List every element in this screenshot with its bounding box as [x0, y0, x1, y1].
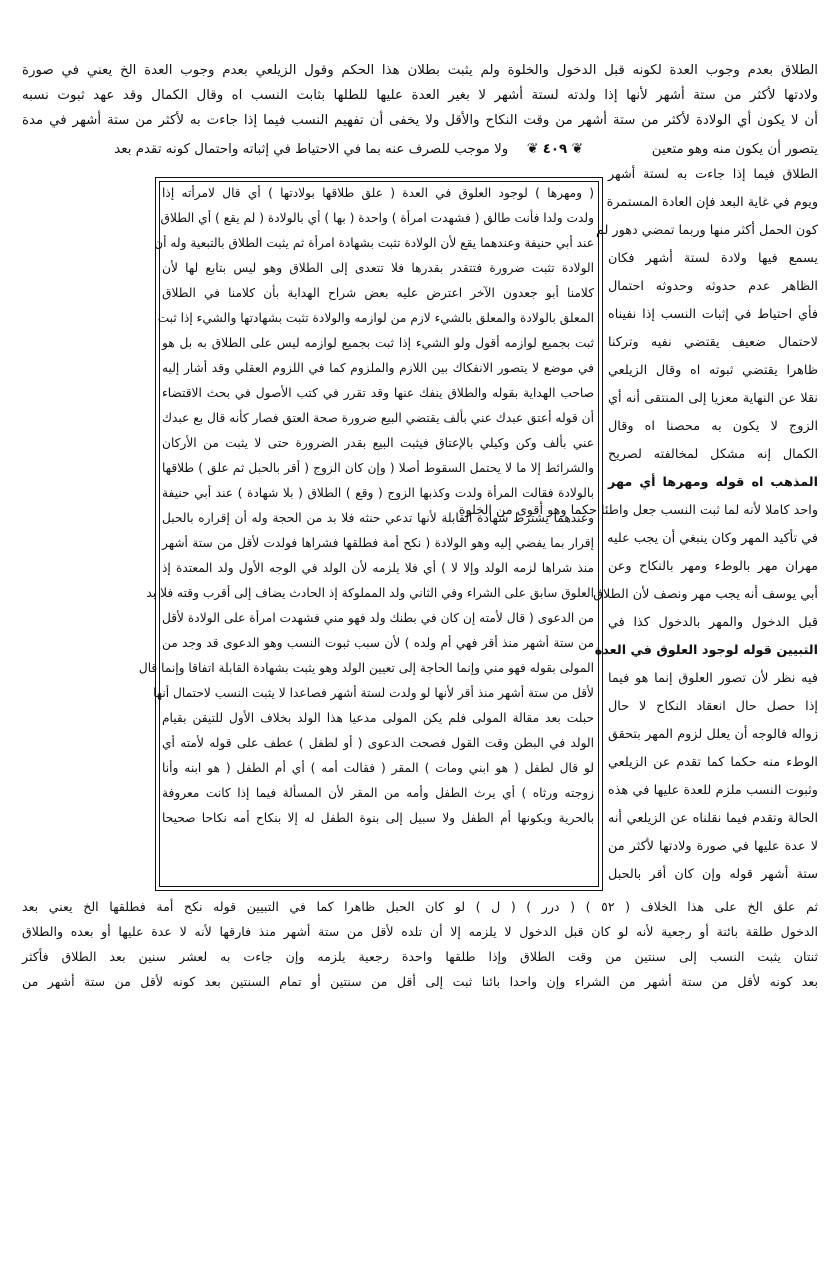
- margin-line: فيه نظر لأن تصور العلوق إنما هو فيما: [608, 671, 818, 686]
- box-line: الولادة تثبت ضرورة فتتقدر بقدرها فلا تتعدى إلى الطلاق وهو ليس بتابع لها لأن: [162, 261, 594, 275]
- box-line: ( ومهرها ) لوجود العلوق في العدة ( علق طلاقها بولادتها ) أي قال لامرأته إذا: [162, 186, 594, 200]
- box-line: حبلت بعد مقالة المولى فلم يكن المولى مدعيا هذا الولد بخلاف الأول للتيقن بقيام: [162, 711, 594, 725]
- margin-line: لا عدة عليها في صورة ولادتها لأكثر من: [608, 839, 818, 854]
- bottom-line: الدخول طلقة بائنة أو رجعية لأنه لو كان قبل الدخول لا يلزمه إلا أن تلده لأقل من ستة أشهر منذ فارقها لأنه لا عدة عليها أو بعده والطلاق: [22, 924, 818, 939]
- ornament-right-icon: ❦: [526, 141, 539, 157]
- box-line: إقرار بما يفضي إليه وهو الولادة ( نكح أمة فطلقها فشراها فولدت لأقل من ستة أشهر: [162, 536, 594, 550]
- box-line: في موضع لا يتصور الانفكاك بين اللازم والملزوم كما في اللزوم العقلي وقد أشار إليه: [162, 361, 594, 375]
- box-line: العلوق سابق على الشراء وفي الثاني ولد المملوكة إذ الحادث يضاف إلى أقرب وقته فلا بد: [146, 586, 594, 600]
- margin-line: ظاهرا يقتضي ثبوته اه وقال الزيلعي: [608, 363, 818, 378]
- box-line: بالولادة فقالت المرأة ولدت وكذبها الزوج ( وقع ) الطلاق ( بلا شهادة ) عند أبي حنيفة: [162, 486, 594, 500]
- margin-line: الكمال إنه مشكل لمخالفته لصريح: [608, 447, 818, 462]
- margin-line: ويوم في غاية البعد فإن العادة المستمرة: [606, 195, 818, 210]
- box-line: ولدت ولدا فأنت طالق ( فشهدت امرأة ) واحدة ( بها ) أي بالولادة ( لم يقع ) أي الطلاق: [160, 211, 594, 225]
- margin-line: إذا حصل حال انعقاد النكاح لا حال: [608, 699, 818, 714]
- header-text-start: يتصور أن يكون منه وهو متعين: [651, 142, 818, 157]
- box-line: والشرائط إلا ما لا يحتمل السقوط أصلا ( وإن كان الزوج ( أقر بالحبل ثم علق ) طلاقها: [162, 461, 594, 475]
- margin-line: لاحتمال ضعيف يقتضي نفيه وتركنا: [608, 335, 818, 350]
- margin-line: التبيين قوله لوجود العلوق في العدة: [594, 643, 818, 658]
- margin-line: في تأكيد المهر وكان ينبغي أن يجب عليه: [607, 531, 818, 546]
- margin-line: الزوج لا يكون به محصنا اه وقال: [608, 419, 818, 434]
- box-line: الولد في البطن وقت القول فصحت الدعوى ( أو لطفل ) عطف على قوله لأمته أي: [162, 736, 594, 750]
- box-line: صاحب الهداية بقوله والطلاق ينفك عنها وقد تقرر في كتب الأصول في بحث الاقتضاء: [162, 386, 594, 400]
- margin-line: المذهب اه قوله ومهرها أي مهر: [608, 475, 818, 490]
- margin-line: الحالة وتقدم فيما نقلناه عن الزيلعي أنه: [608, 811, 818, 826]
- margin-line: وثبوت النسب ملزم للعدة عليها في هذه: [608, 783, 818, 798]
- box-line: ثبت بجميع لوازمه أقول ولو الشيء إذا ثبت بجميع لوازمه ليس على الطلاق به بل هو: [162, 336, 594, 350]
- margin-line: كون الحمل أكثر منها وربما تمضي دهور لم: [595, 223, 818, 238]
- bottom-line: ثنتان يثبت النسب إلى سنتين من وقت الطلاق وإذا طلقها واحدة رجعية يلزمه وإن جاءت به لعشر سنين بعد الطلاق فأكثر: [22, 949, 818, 964]
- page-number: ٤٠٩: [542, 142, 568, 157]
- box-line: وعندهما يشترط شهادة القابلة لأنها تدعي حنثه فلا بد من الحجة وله أن إقراره بالحبل: [162, 511, 594, 525]
- top-line: الطلاق بعدم وجوب العدة لكونه قبل الدخول والخلوة ولم يثبت بطلان هذا الحكم وقول الزيلعي بعدم وجوب العدة الخ يعني في صورة: [22, 63, 818, 78]
- top-line: أن لا يكون أي الولادة لأكثر من ستة أشهر من وقت النكاح والأقل ولا يخفى أن تفهيم النسب فيما إذا جاءت به لأكثر من ستة أشهر في مدة: [22, 113, 818, 128]
- box-line: من الدعوى ( قال لأمته إن كان في بطنك ولد فهو مني فشهدت امرأة على الولادة لأقل: [162, 611, 594, 625]
- margin-line: الظاهر عدم حدوثه وحدوثه احتمال: [608, 279, 818, 294]
- box-line: عند أبي حنيفة وعندهما يقع لأن الولادة تثبت بشهادة امرأة ثم يثبت الطلاق بالتبعية وله أن: [154, 236, 594, 250]
- box-line: لو قال لطفل ( هو ابني ومات ) المقر ( فقالت أمه ) أي أم الطفل ( هو ابنه وأنا: [162, 761, 594, 775]
- box-line: منذ شراها لزمه الولد وإلا لا ) أي فلا يلزمه لأن الولد في الوجه الأول ولد المعتدة إذ: [162, 561, 594, 575]
- margin-line: واحد كاملا لأنه لما ثبت النسب جعل واطئا حكما وهو أقوى من الخلوة: [458, 503, 818, 518]
- margin-line: أبي يوسف أنه يجب مهر ونصف لأن الطلاق: [593, 587, 818, 602]
- margin-line: زواله فالوجه أن يعلل لزوم المهر بتحقق: [608, 727, 818, 742]
- box-line: عني بألف وكن وكيلي بالإعتاق فيثبت البيع بقدر الضرورة حتى لا يثبت من الأركان: [162, 436, 594, 450]
- box-line: المعلق بالولادة والمعلق بالشيء لازم من لوازمه والولادة تثبت بشهادتها والشيء إذا ثبت: [157, 311, 594, 325]
- margin-line: يسمع فيها ولادة لستة أشهر فكان: [608, 251, 818, 266]
- ornament-left-icon: ❦: [571, 141, 584, 157]
- top-line: ولادتها لأكثر من ستة أشهر لأنها إذا ولدته لستة أشهر لا بغير العدة عليها للطلها بثابت النسب اه وقال الكمال وقد عهد ثبوت نسبه: [22, 88, 818, 103]
- margin-line: الطلاق فيما إذا جاءت به لستة أشهر: [608, 167, 818, 182]
- box-line: كلامنا أبو جعدون الآخر اعترض عليه بعض شراح الهداية بأن كلامنا في الطلاق: [162, 286, 594, 300]
- margin-line: نقلا عن النهاية معزيا إلى المنتقى أنه أي: [608, 391, 818, 406]
- page-header-line: [22, 138, 818, 160]
- margin-line: قبل الدخول والمهر بالدخول كذا في: [608, 615, 818, 630]
- box-line: زوجته ورثاه ) أي يرث الطفل وأمه من المقر لأن المسألة فيما إذا كانت معروفة: [162, 786, 594, 800]
- box-line: المولى بقوله فهو مني وإنما الحاجة إلى تعيين الولد وهو يثبت بشهادة القابلة اتفاقا وإنما قال: [138, 661, 594, 675]
- margin-line: فأي احتياط في إثبات النسب إذا نفيناه: [608, 307, 818, 322]
- box-line: من ستة أشهر منذ أقر فهي أم ولده ) لأن سبب ثبوت النسب وهو الدعوى قد وجد من: [162, 636, 594, 650]
- box-line: بالحرية وبكونها أم الطفل ولا سبيل إلى بنوة الطفل له إلا بنكاح أمه نكاحا صحيحا: [162, 811, 594, 825]
- margin-line: مهران مهر بالوطء ومهر بالنكاح وعن: [608, 559, 818, 574]
- box-line: لأقل من ستة أشهر منذ أقر لأنها لو ولدت لستة أشهر فصاعدا لا يثبت النسب لاحتمال أنها: [153, 686, 594, 700]
- margin-line: الوطء منه حكما كما تقدم عن الزيلعي: [608, 755, 818, 770]
- bottom-line: ثم علق الخ على هذا الخلاف ( ٥٢ ) ( درر ) ( ل ) لو كان الحبل ظاهرا كما في التبيين قوله نكح أمة فطلقها الخ يعني بعد: [22, 899, 818, 914]
- header-text-end: ولا موجب للصرف عنه بما في الاحتياط في إثباته واحتمال كونه تقدم بعد: [114, 142, 509, 157]
- box-line: أن قوله أعتق عبدك عني بألف يقتضي البيع ضرورة صحة العتق فصار كأنه قال بع عبدك: [161, 411, 594, 425]
- margin-line: ستة أشهر قوله وإن كان أقر بالحبل: [608, 867, 818, 882]
- bottom-line: بعد كونه لأقل من ستة أشهر من الشراء وإن واحدا بائنا ثبت إلى أقل من سنتين أو تمام السنتين بعد كونه لأقل من ستة أشهر من: [22, 974, 818, 989]
